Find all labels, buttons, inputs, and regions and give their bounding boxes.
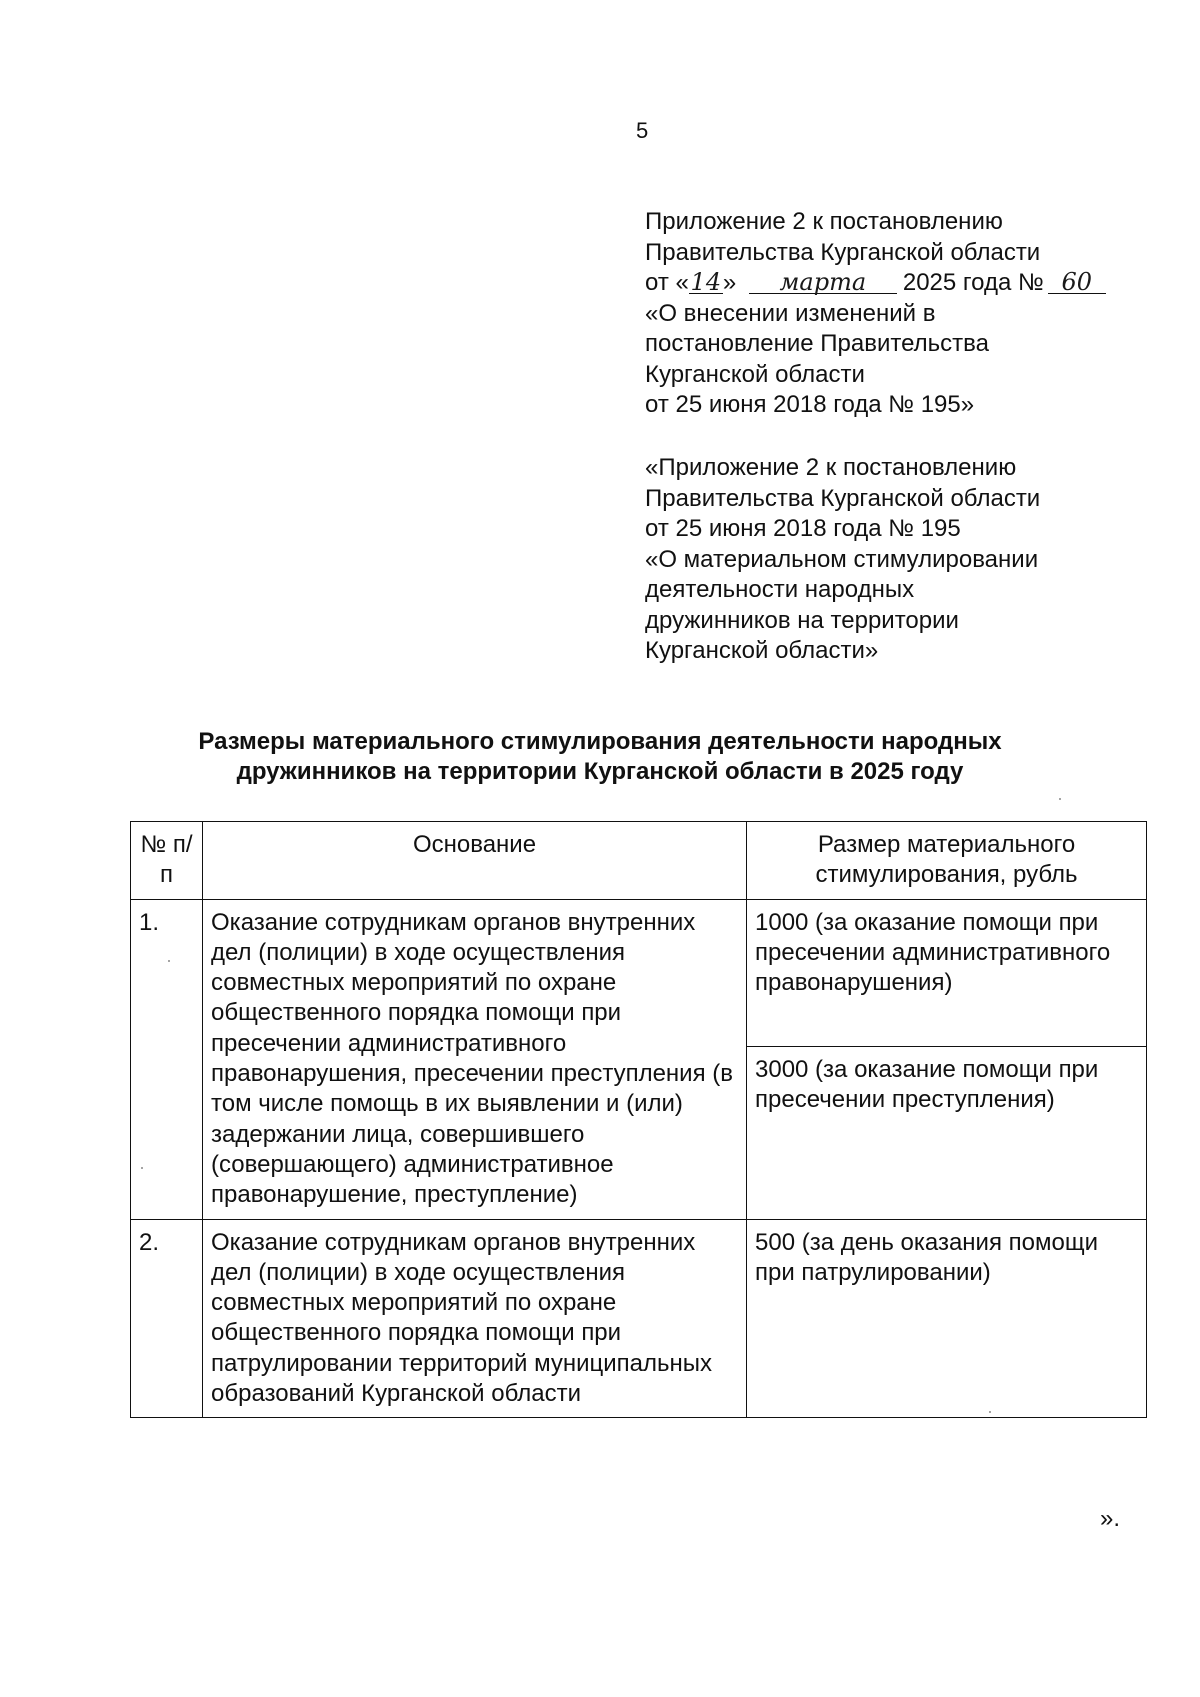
annex-current-date-line [645, 268, 1106, 299]
date-prefix: от « [645, 269, 689, 296]
annex-original-line: дружинников на территории [645, 606, 959, 634]
annex-current-line2: Правительства Курганской области [645, 238, 1041, 266]
row-amount: 500 (за день оказания помощи при патрулировании) [747, 1219, 1147, 1418]
handwritten-doc-number: 60 [1048, 271, 1106, 294]
table-row [131, 899, 1147, 1046]
title-line2: дружинников на территории Курганской области в 2025 году [236, 758, 964, 785]
row-basis: Оказание сотрудникам органов внутренних дел (полиции) в ходе осуществления совместных мероприятий по охране общественного порядка помощи при патрулировании территорий муниципальных образований Курганской области [203, 1219, 747, 1418]
handwritten-month: марта [749, 271, 897, 294]
annex-current-line7: от 25 июня 2018 года № 195» [645, 391, 975, 418]
closing-quote-mark: ». [1100, 1505, 1121, 1532]
annex-original-line: от 25 июня 2018 года № 195 [645, 515, 961, 542]
scan-speck [141, 1167, 143, 1169]
annex-original-line: Правительства Курганской области [645, 484, 1041, 512]
title-line1: Размеры материального стимулирования деятельности народных [198, 728, 1002, 755]
scan-speck [168, 960, 170, 962]
stimulus-table [130, 821, 1147, 1418]
page-number: 5 [636, 118, 649, 143]
row-basis: Оказание сотрудникам органов внутренних дел (полиции) в ходе осуществления совместных мероприятий по охране общественного порядка помощи при пресечении административного правонарушения, пресечении преступления (в том числе помощь в их выявлении и (или) задержании лица, совершившего (совершающего) административное правонарушение, преступление) [203, 899, 747, 1219]
document-title [0, 727, 1200, 787]
annex-original-header [645, 453, 1040, 667]
scan-speck [989, 1411, 991, 1413]
header-basis: Основание [203, 822, 747, 900]
row-number: 1. [131, 899, 203, 1219]
header-num: № п/п [131, 822, 203, 900]
row-amount: 3000 (за оказание помощи при пресечении преступления) [747, 1046, 1147, 1219]
row-number: 2. [131, 1219, 203, 1418]
handwritten-day: 14 [690, 268, 722, 296]
table-row [131, 1219, 1147, 1418]
header-amount: Размер материального стимулирования, рубль [747, 822, 1147, 900]
annex-current-line1: Приложение 2 к постановлению [645, 208, 1003, 235]
table-header-row [131, 822, 1147, 900]
annex-current-line4: «О внесении изменений в [645, 299, 936, 327]
annex-current-line5: постановление Правительства [645, 330, 989, 357]
annex-original-line: «Приложение 2 к постановлению [645, 454, 1017, 481]
scan-speck [1059, 798, 1061, 800]
annex-current-line6: Курганской области [645, 360, 865, 388]
row-amount: 1000 (за оказание помощи при пресечении административного правонарушения) [747, 899, 1147, 1046]
date-year-text: 2025 года № [902, 269, 1044, 296]
annex-original-line: Курганской области» [645, 637, 879, 664]
annex-original-line: «О материальном стимулировании [645, 545, 1039, 573]
annex-original-line: деятельности народных [645, 576, 915, 603]
annex-current-header [645, 207, 1106, 421]
date-mid: » [722, 269, 737, 296]
